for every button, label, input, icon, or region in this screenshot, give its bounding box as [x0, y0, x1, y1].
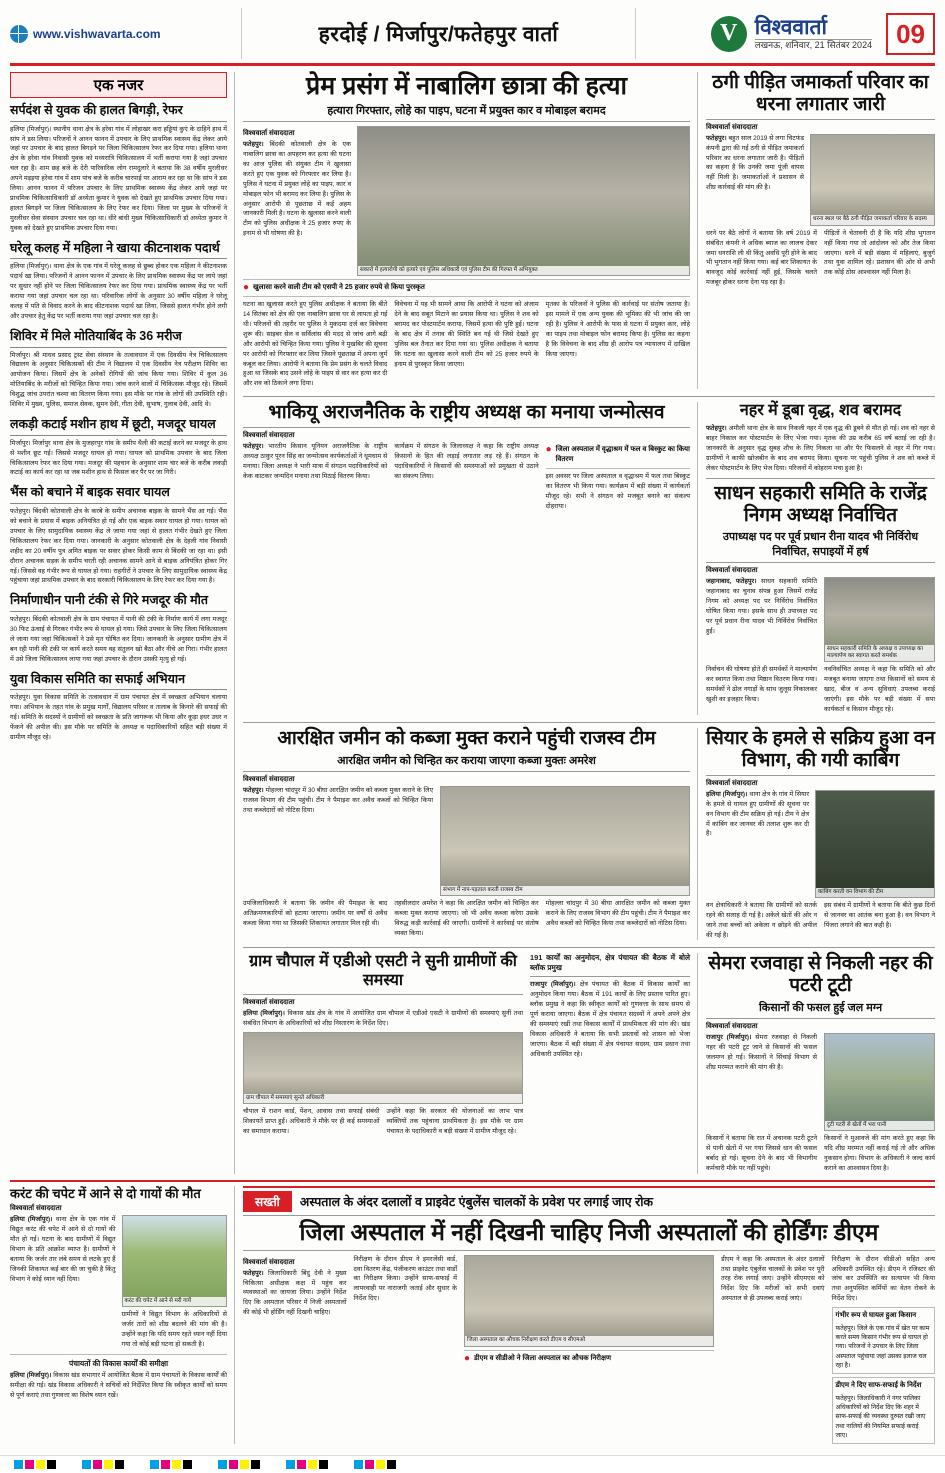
siyar-text-1: थाना क्षेत्र के गांव में सियार के हमले से घायल हुए ग्रामीणों की सूचना पर वन विभाग की टीम सक्रिय हो गई। टीम ने क्षेत्र में कांबिंग कर जानवर की तलाश शुरू कर दी है। — [706, 790, 809, 838]
cow-text-1: थाना क्षेत्र के एक गांव में विद्युत करंट की चपेट में आने से दो गायों की मौत हो गई। घटना के बाद ग्रामीणों में विद्युत विभाग के प्रति आक्रोश व्याप्त है। ग्रामीणों ने बताया कि जर्जर तार लंबे समय से लटके हुए हैं जिनकी शिकायत कई बार की जा चुकी है किंतु विभाग ने कोई ध्यान नहीं दिया। — [10, 1216, 116, 1283]
swatch-magenta — [297, 1460, 306, 1469]
sidebar-item-body: हलिया (मिर्जापुर)। थाना क्षेत्र के एक गांव में घरेलू कलह से छुब्ध होकर एक महिला ने कीटनाशक पदार्थ खा लिया। परिजनों ने आनन फानन में उपचार के लिए प्राथमिक स्वास्थ्य केंद्र पर लाये जहां पर सुधार नहीं होने पर जिला चिकित्सालय रेफर कर दिया गया। प्राथमिक स्वास्थ्य केंद्र पर भर्ती कराया गया जहां उपचार चल रहा था। परिवारिक लोगों के अनुसार 30 वर्षीय महिला ने घरेलू कलह में पति से विवाद करने के बाद कीटनाशक पदार्थ खा लिया, जिससे हालत गंभीर होने लगी और उपचार हेतु केंद्र पर भर्ती कराया गया जहां उपचार चल रहा है। — [10, 263, 227, 320]
swatch-magenta — [229, 1460, 238, 1469]
dharna-text-3: पीड़ितों ने चेतावनी दी है कि यदि शीघ्र भुगतान नहीं किया गया तो आंदोलन को और तेज किया जाएगा। धरने में बड़ी संख्या में महिलाएं, बुजुर्ग तथा युवा शामिल रहे। प्रशासन की ओर से अभी तक कोई ठोस आश्वासन नहीं मिला है। — [824, 229, 935, 277]
lead-photo-caption: सकारो में हत्यारोपी को हत्यारे एवं पुलिस अधिकारी एवं पुलिस टीम की गिरफ्त में अभियुक्त — [358, 266, 689, 275]
sidebar-item-title: लकड़ी कटाई मशीन हाथ में छूटी, मजदूर घायल — [10, 417, 227, 436]
chaupal-photo-caption: ग्राम चौपाल में समस्याएं सुनते अधिकारी — [244, 1094, 522, 1103]
bullet-icon: ● — [464, 1352, 471, 1364]
dm-text-1: जिलाधिकारी बिंदु देवी ने मुख्य चिकित्सा अधीक्षक कक्ष में पहुंच कर व्यवस्थाओं का जायजा लिया। उन्होंने निर्देश दिए कि अस्पताल परिसर में निजी अस्पतालों की कोई भी होर्डिंग नहीं दिखनी चाहिए। — [243, 1269, 347, 1317]
dm-text-2: निरीक्षण के दौरान डीएम ने इमरजेंसी वार्ड, दवा वितरण केंद्र, पंजीकरण काउंटर तथा वार्डों का निरीक्षण किया। उन्होंने साफ-सफाई में लापरवाही पर नाराजगी जताई और सुधार के निर्देश दिए। — [353, 1255, 457, 1303]
swatch-cyan — [82, 1460, 91, 1469]
rajaswa-dateline: फतेहपुर। — [243, 786, 264, 794]
samera-photo — [824, 1033, 935, 1131]
zone2-left — [243, 402, 698, 715]
samera-text-2: किसानों ने बताया कि रात में अचानक पटरी टूटने से पानी खेतों में भर गया जिससे धान की फसल बर्बाद हो गई। सूचना देने के बाद भी विभागीय कर्मचारी मौके पर नहीं पहुंचे। — [706, 1135, 817, 1172]
swatch-yellow — [240, 1460, 249, 1469]
sahkari-text-2: निर्वाचन की घोषणा होते ही समर्थकों ने माल्यार्पण कर स्वागत किया तथा मिष्ठान वितरण किया गया। समर्थकों ने ढोल नगाड़ों के साथ जुलूस निकालकर खुशी का इजहार किया। — [706, 666, 817, 704]
panchayat-note-text: क्षेत्र पंचायत की बैठक में विकास कार्यों का अनुमोदन किया गया। बैठक में 191 कार्यों के लिए प्रस्ताव पारित हुए। ब्लॉक प्रमुख ने कहा कि स्वीकृत कार्यों को गुणवत्ता के साथ समय से पूर्ण कराया जाएगा। बैठक में क्षेत्र पंचायत सदस्यों ने अपने अपने क्षेत्र की समस्याएं रखीं तथा विकास कार्यों में प्राथमिकता की मांग की। खंड विकास अधिकारी ने बताया कि सभी प्रस्तावों को शासन को भेजा जाएगा। बैठक में बड़ी संख्या में क्षेत्र पंचायत सदस्य, ग्राम प्रधान तथा अधिकारी उपस्थित रहे। — [530, 981, 690, 1058]
swatch-cyan — [150, 1460, 159, 1469]
dm-dateline: फतेहपुर। — [243, 1269, 264, 1277]
rajaswa-photo — [440, 786, 690, 896]
swatch-yellow — [308, 1460, 317, 1469]
swatch-group-5 — [286, 1460, 328, 1469]
sidebar-item-5[interactable] — [10, 593, 227, 664]
sidebar-item-body: हलिया (मिर्जापुर)। स्थानीय थाना क्षेत्र के हरेवा गांव में लोहाखर करा हड्डियां कुएं के दाहिने हाथ में सांप ने डस लिया। परिजनों ने आनन फानन में उपचार के लिए प्राथमिक स्वास्थ्य केंद्र लेकर आये जहां पर उपचार के बाद हालत बिगड़ने पर जिला चिकित्सालय रेफर कर दिया गया। हलिया थाना क्षेत्र के हरेवा गांव निवासी युवक को मध्यरात्रि चिकित्सालय में भर्ती कराया गया है जहां उपचार चल रहा है। शाम छह बजे के देरी पारिवारिक लोग रामदुलारे ने बताया कि 38 वर्षीय मुरलीधर अपने मड़इया हरेवा गांव में शाम पांच बजे के करीब चारपाई पर आराम कर रहा था कि सांप ने डस लिया। आनन फानन में परिजन उपचार के लिए प्राथमिक स्वास्थ्य केंद्र लेकर आये जहां पर प्राथमिक चिकित्साधिकारी डॉ अध्येता कुमार ने युवक को देखते हुए प्राथमिक उपचार दिया गया। हालत बिगड़ने पर जिला चिकित्सालय के लिए रेफर कर दिया। जिला पर मुख्य के परिजनों ने मुरलीधर सेवा संस्थान उपचार चल रहा था। धीरे बांधी मुख्य चिकित्साधिकारी डॉ अध्येता कुमार ने युवक को देखते हुए प्राथमिक उपचार दिया गया। — [10, 125, 227, 232]
panchayat-note-dateline: राजापुर (मिर्जापुर)। — [530, 981, 576, 989]
swatch-cyan — [14, 1460, 23, 1469]
swatch-group-4 — [218, 1460, 260, 1469]
siyar-photo-caption: कांबिंग करती वन विभाग की टीम — [816, 888, 934, 897]
dm-note-2-text: फतेहपुर। जिलाधिकारी ने नगर पालिका अधिकारियों को निर्देश दिए कि शहर में साफ-सफाई की व्यवस्था दुरुस्त रखी जाए तथा नालियों की नियमित सफाई कराई जाए। — [835, 1394, 926, 1439]
dharna-text-2: धरने पर बैठे लोगों ने बताया कि वर्ष 2019 में संबंधित कंपनी ने अधिक ब्याज का लालच देकर जमा धनराशि ली थी किंतु अवधि पूरी होने के बाद भी भुगतान नहीं किया गया। कई बार शिकायत के बावजूद कोई कार्रवाई नहीं हुई, जिसके चलते मजबूर होकर धरना देना पड़ रहा है। — [706, 229, 817, 287]
logo-mark-icon: V — [711, 16, 747, 52]
swatch-group-1 — [14, 1460, 56, 1469]
lead-photo — [357, 126, 690, 276]
dharna-byline: विश्ववार्ता संवाददाता — [706, 123, 758, 131]
article-lead[interactable] — [243, 72, 698, 389]
sidebar-item-body: मिर्जापुर। मिर्जापुर थाना क्षेत्र के मुजहरपुर गांव के समीप थैली की कटाई करने का मजदूर के हाथ से मशीन छूट गई। जिससे मजदूर घायल हो गया। घायल को प्राथमिक उपचार के बाद जिला चिकित्सालय रेफर कर दिया गया। मजदूर की पहचान के अनुसार शाम चार बजे के करीब लकड़ी कटाई का कार्य कर रहा था जब मशीन हाथ से फिसल कर पैर पर जा गिरी। — [10, 439, 227, 477]
cow-byline: विश्ववार्ता संवाददाता — [10, 1205, 62, 1213]
swatch-yellow — [36, 1460, 45, 1469]
rajaswa-photo-caption: संभाग में नाप-पड़ताल करती राजस्व टीम — [441, 886, 689, 895]
bhakiyu-byline: विश्ववार्ता संवाददाता — [243, 427, 690, 440]
cow-photo — [122, 1215, 228, 1307]
swatch-yellow — [104, 1460, 113, 1469]
article-bhakiyu[interactable] — [243, 402, 690, 511]
sidebar-item-title: शिविर में मिले मोतियाबिंद के 36 मरीज — [10, 329, 227, 348]
article-rajaswa[interactable] — [243, 728, 698, 940]
swatch-magenta — [25, 1460, 34, 1469]
lead-headline: प्रेम प्रसंग में नाबालिग छात्रा की हत्या — [305, 72, 628, 100]
rajaswa-byline: विश्ववार्ता संवाददाता — [243, 775, 295, 783]
samera-text-3: किसानों ने मुआवजे की मांग करते हुए कहा कि यदि शीघ्र मरम्मत नहीं कराई गई तो और अधिक नुकसान होगा। विभाग के अधिकारी ने जल्द कार्य कराने का आश्वासन दिया है। — [824, 1135, 935, 1172]
sidebar-item-4[interactable] — [10, 485, 227, 586]
siyar-text-2: वन क्षेत्राधिकारी ने बताया कि ग्रामीणों को सतर्क रहने की सलाह दी गई है। अकेले खेतों की ओर न जाने तथा बच्चों को अकेला न छोड़ने की अपील की गई है। — [706, 901, 817, 939]
swatch-black — [47, 1460, 56, 1469]
bhakiyu-text-1: भारतीय किसान यूनियन अराजनैतिक के राष्ट्रीय अध्यक्ष ठाकुर पूरन सिंह का जन्मोत्सव कार्यकर्ताओं ने धूमधाम से मनाया। जिला अध्यक्ष ने भारी मात्रा में संगठन पदाधिकारियों को केक काटकर जन्मदिन मनाया तथा मिठाई वितरण किया। — [243, 443, 388, 480]
sidebar-header: एक नजर — [10, 72, 227, 98]
dharna-photo — [810, 134, 935, 226]
swatch-magenta — [365, 1460, 374, 1469]
canal-text: अमौली थाना क्षेत्र के साथ निकली नहर में एक वृद्ध की डूबने से मौत हो गई। शव को नहर से बाहर निकाल कर पोस्टमार्टम के लिए भेजा गया। मृतक की उम्र करीब 65 वर्ष बताई जा रही है। जानकारी के अनुसार वृद्ध सुबह शौच के लिए निकला था और पैर फिसलने से नहर में गिर गया। ग्रामीणों ने काफी खोजबीन के बाद शव बरामद किया। सूचना पर पहुंची पुलिस ने शव को कब्जे में लेकर पोस्टमार्टम के लिए भेज दिया। परिजनों में कोहराम मचा हुआ है। — [706, 425, 935, 472]
lead-subhead: हत्यारा गिरफ्तार, लोहे का पाइप, घटना में प्रयुक्त कार व मोबाइल बरामद — [243, 103, 690, 122]
siyar-headline: सियार के हमले से सक्रिय हुआ वन विभाग, की गयी काबिंग — [706, 728, 935, 776]
bhakiyu-headline: भाकियू अराजनैतिक के राष्ट्रीय अध्यक्ष का मनाया जन्मोत्सव — [268, 402, 665, 424]
edition-date: लखनऊ, शनिवार, 21 सितंबर 2024 — [754, 40, 873, 51]
bhakiyu-text-2: कार्यक्रम में संगठन के जिलाध्यक्ष ने कहा कि राष्ट्रीय अध्यक्ष किसानों के हित की लड़ाई लगातार लड़ रहे हैं। संगठन के पदाधिकारियों ने किसानों की समस्याओं को प्रमुखता से उठाने का संकल्प लिया। — [394, 443, 539, 480]
samera-text-1: सेमरा रजवाहा से निकली नहर की पटरी टूट जाने से किसानों की फसल जलमग्न हो गई। किसानों ने सिंचाई विभाग से शीघ्र मरम्मत कराने की मांग की है। — [706, 1034, 818, 1071]
samera-headline: सेमरा रजवाहा से निकली नहर की पटरी टूटी — [708, 953, 933, 997]
dm-note-1[interactable] — [832, 1307, 936, 1374]
sidebar-item-2[interactable] — [10, 329, 227, 410]
panchayat-dev-headline: पंचायतों की विकास कार्यों की समीक्षा — [10, 1354, 227, 1370]
swatch-cyan — [354, 1460, 363, 1469]
dm-photo — [464, 1255, 714, 1347]
siyar-text-3: इस संबंध में ग्रामीणों ने बताया कि बीते कुछ दिनों से जानवर का आतंक बना हुआ है। वन विभाग ने पिंजरा लगाने की बात कही है। — [824, 901, 935, 929]
dm-note-2-title: डीएम ने दिए साफ-सफाई के निर्देश — [835, 1382, 922, 1390]
sidebar-item-1[interactable] — [10, 241, 227, 322]
swatch-black — [387, 1460, 396, 1469]
swatch-black — [251, 1460, 260, 1469]
swatch-black — [319, 1460, 328, 1469]
dm-bullet-text: डीएम व सीडीओ ने जिला अस्पताल का औचक निरीक्षण — [474, 1354, 612, 1362]
sidebar-item-body: फतेहपुर। बिंदकी कोतवाली क्षेत्र के ग्राम पंचायत में पानी की टंकी के निर्माण कार्य में लगा मजदूर 30 फिट ऊंचाई से गिरकर गंभीर रूप से घायल हो गया। जिसे उपचार के लिए जिला चिकित्सालय ले जाया गया जहां चिकित्सकों ने उसे मृत घोषित कर दिया। जानकारी के अनुसार ग्रामीण क्षेत्र में बन रही पानी की टंकी पर कार्य करते समय वह संतुलन खो बैठा और नीचे आ गिरा। गंभीर हालत में उसे जिला चिकित्सालय लाया गया जहां उपचार के दौरान उसकी मृत्यु हो गई। — [10, 616, 227, 663]
chaupal-dateline: हलिया (मिर्जापुर)। — [243, 1010, 285, 1018]
dm-headline: जिला अस्पताल में नहीं दिखनी चाहिए निजी अस्पतालों की होर्डिंगः डीएम — [299, 1218, 879, 1245]
bullet-icon: ● — [243, 282, 250, 293]
lead-text-1: बिंदकी कोतवाली क्षेत्र के एक नाबालिग छात्रा का अपहरण कर हत्या की घटना का आज पुलिस की संयुक्त टीम ने खुलासा करते हुए एक युवक को गिरफ्तार कर लिया है। पुलिस ने घटना में प्रयुक्त लोहे का पाइप, कार व मोबाइल फोन भी बरामद कर लिया है। पुलिस के अनुसार आरोपी से पूछताछ में कई अहम जानकारी मिली है। घटना के खुलासा करने वाली टीम को पुलिस अधीक्षक ने 25 हजार रुपए के इनाम से भी घोषणा की है। — [243, 141, 351, 238]
chaupal-text-1: विकास खंड क्षेत्र के गांव में आयोजित ग्राम चौपाल में एडीओ एसटी ने ग्रामीणों की समस्याएं सुनीं तथा संबंधित विभाग के अधिकारियों को शीघ्र निस्तारण के निर्देश दिए। — [243, 1010, 523, 1028]
article-panchayat-note[interactable] — [530, 953, 690, 1136]
article-dharna[interactable] — [706, 72, 935, 389]
panchayat-dev-text: विकास खंड सभागार में आयोजित बैठक में ग्राम पंचायतों के विकास कार्यों की समीक्षा की गई। खंड विकास अधिकारी ने सचिवों को निर्देशित किया कि स्वीकृत कार्यों को समय से पूर्ण कराएं तथा गुणवत्ता का विशेष ध्यान रखें। — [10, 1372, 228, 1400]
bhakiyu-note-text: जिला अस्पताल में वृद्धाश्रम में फल व बिस्कुट का किया वितरण — [555, 446, 690, 463]
swatch-magenta — [161, 1460, 170, 1469]
sidebar-item-body: फतेहपुर। युवा विकास समिति के तत्वावधान में ग्राम पंचायत क्षेत्र में स्वच्छता अभियान चलाया गया। अभियान के तहत गांव के प्रमुख मार्गों, विद्यालय परिसर व तालाब के किनारे की सफाई की गई। समिति के सदस्यों ने ग्रामीणों को स्वच्छता के प्रति जागरूक भी किया और कूड़ा इधर उधर न फेंकने की अपील की। इस मौके पर समिति के अध्यक्ष व पदाधिकारियों सहित बड़ी संख्या में ग्रामीण मौजूद रहे। — [10, 694, 227, 741]
dm-note-2[interactable] — [832, 1377, 936, 1444]
zone2-right — [706, 402, 935, 715]
article-samera[interactable] — [706, 953, 935, 1173]
swatch-group-3 — [150, 1460, 192, 1469]
chaupal-photo — [243, 1032, 523, 1104]
lead-text-4: मृतका के परिजनों ने पुलिस की कार्रवाई पर संतोष जताया है। इस मामले में एक अन्य युवक की भूमिका की भी जांच की जा रही है। पुलिस ने आरोपी के पास से घटना में प्रयुक्त कार, लोहे का पाइप तथा मोबाइल फोन बरामद किया है। पुलिस का कहना है कि विवेचना के बाद शीघ्र ही आरोप पत्र न्यायालय में दाखिल किया जाएगा। — [545, 301, 690, 358]
cow-headline: करंट की चपेट में आने से दो गायों की मौत — [10, 1185, 201, 1201]
print-color-bar — [0, 1455, 945, 1473]
dm-bullet-note — [464, 1350, 714, 1367]
rajaswa-text-2: उपजिलाधिकारी ने बताया कि जमीन की पैमाइश के बाद अतिक्रमणकारियों को हटाया जाएगा। जमीन पर वर्षों से अवैध कब्जा किया गया था जिसकी शिकायत लगातार मिल रही थी। — [243, 899, 388, 927]
article-canal-body[interactable] — [706, 402, 935, 478]
sahkari-byline: विश्ववार्ता संवाददाता — [706, 567, 758, 575]
sahkari-photo-caption: साधन सहकारी समिति के अध्यक्ष व उपाध्यक्ष का माल्यार्पण कर स्वागत करते समर्थक — [825, 645, 934, 662]
samera-dateline: राजापुर (मिर्जापुर)। — [706, 1034, 752, 1042]
samera-subhead: किसानों की फसल हुई जल मग्न — [706, 1000, 935, 1019]
sidebar-item-body: मिर्जापुर। श्री माधव प्रसाद ट्रस्ट सेवा संस्थान के तत्वावधान में एक दिवसीय नेत्र चिकित्सालय विद्यालय के अनुसार चिकित्सकों की टीम ने विद्यालय में एक दिवसीय नेत्र परीक्षण शिविर का आयोजन किया। जिसमें क्षेत्र के अनेकों रोगियों की जांच किया गया। शिविर में कुल 36 मोतियाबिंद के मरीजों को चिन्हित किया गया। जांच करने वालों में चिकित्सक मौजूद रहे। जिसमें विशुद्ध जांच उपरांत चश्मा का वितरण किया गया। इस मौके पर गांव के लोगों की उपस्थिति रही। शिविर में मुख्य, पुलिस, समाज सेवक, सुमन देवी, गीता देवी, सुभाष, गुलाब देवी, आदि थे। — [10, 351, 227, 409]
dm-text-3: डीएम ने कहा कि अस्पताल के अंदर दलालों तथा प्राइवेट एंबुलेंस चालकों के प्रवेश पर पूरी तरह रोक लगाई जाए। उन्होंने सीएमएस को निर्देश दिए कि मरीजों को सभी दवाएं अस्पताल से ही उपलब्ध कराई जाएं। — [721, 1255, 825, 1303]
panchayat-note-headline: 191 कार्यों का अनुमोदन, क्षेत्र पंचायत की बैठक में बोले ब्लॉक प्रमुख — [530, 953, 690, 977]
sidebar-item-3[interactable] — [10, 417, 227, 478]
swatch-cyan — [218, 1460, 227, 1469]
page-number: 09 — [886, 13, 935, 55]
chaupal-text-2: चौपाल में राशन कार्ड, पेंशन, आवास तथा सफाई संबंधी शिकायतें प्राप्त हुईं। अधिकारी ने मौके पर ही कई समस्याओं का समाधान कराया। — [243, 1108, 380, 1135]
sidebar-item-title: निर्माणाधीन पानी टंकी से गिरे मजदूर की मौत — [10, 593, 227, 612]
lead-pullquote-text: खुलासा करने वाली टीम को एसपी ने 25 हजार रुपये से किया पुरस्कृत — [253, 284, 425, 291]
rajaswa-text-3: तहसीलदार अमरेश ने कहा कि आरक्षित जमीन को चिन्हित कर कब्जा मुक्त कराया जाएगा। जो भी अवैध कब्जा करेगा उसके विरुद्ध कड़ी कार्रवाई की जाएगी। ग्रामीणों ने कार्रवाई पर संतोष व्यक्त किया। — [394, 899, 539, 937]
siyar-photo — [815, 790, 935, 898]
lead-text-3: विवेचना में यह भी सामने आया कि आरोपी ने घटना को अंजाम देने के बाद सबूत मिटाने का प्रयास किया था। पुलिस ने शव को बरामद कर पोस्टमार्टम कराया, जिसमें हत्या की पुष्टि हुई। घटना के बाद क्षेत्र में तनाव की स्थिति बन गई थी जिसे देखते हुए पुलिस बल तैनात कर दिया गया था। पुलिस अधीक्षक ने बताया कि घटना का खुलासा करने वाली टीम को 25 हजार रुपये के इनाम से पुरस्कृत किया जाएगा। — [394, 301, 539, 368]
cow-text-2: ग्रामीणों ने विद्युत विभाग के अधिकारियों से जर्जर तारों को शीघ्र बदलने की मांग की है। उन्होंने कहा कि यदि समय रहते ध्यान नहीं दिया गया तो कोई बड़ी घटना हो सकती है। — [121, 1311, 227, 1348]
rajaswa-subhead: आरक्षित जमीन को चिन्हित कर कराया जाएगा कब्जा मुक्तः अमरेश — [243, 753, 690, 772]
dm-note-1-text: फतेहपुर। जिले के एक गांव में खेत पर काम करते समय किसान गंभीर रूप से घायल हो गया। परिजनों ने उपचार के लिए जिला अस्पताल पहुंचाया जहां उसका इलाज चल रहा है। — [835, 1324, 930, 1369]
bhakiyu-note — [546, 445, 690, 469]
lead-byline: विश्ववार्ता संवाददाता — [243, 130, 295, 137]
swatch-yellow — [376, 1460, 385, 1469]
article-siyar[interactable] — [706, 728, 935, 940]
dharna-photo-caption: धरना स्थल पर बैठे ठगी पीड़ित जमाकर्ता परिवार के सदस्य — [811, 215, 934, 224]
lead-pullquote — [243, 279, 690, 297]
chaupal-headline: ग्राम चौपाल में एडीओ एसटी ने सुनी ग्रामीणों की समस्या — [243, 953, 523, 995]
sidebar-ek-nazar — [10, 72, 235, 1174]
canal-dateline: फतेहपुर। — [706, 425, 727, 433]
article-sahkari[interactable] — [706, 483, 935, 715]
sahkari-dateline: जहानाबाद, फतेहपुर। — [706, 578, 757, 586]
bhakiyu-text-3: इस अवसर पर जिला अस्पताल व वृद्धाश्रम में फल तथा बिस्कुट का वितरण भी किया गया। कार्यक्रम में बड़ी संख्या में कार्यकर्ता मौजूद रहे। सभी ने संगठन को मजबूत बनाने का संकल्प दोहराया। — [545, 472, 690, 510]
sidebar-item-body: फतेहपुर। बिंदकी कोतवाली क्षेत्र के करबे के समीप अचानक बाइक के सामने भैंस आ गई। भैंस को बचाने के प्रयास में बाइक अनियंत्रित हो गई और एक बाइक सवार घायल हो गया। घायल को उपचार के लिए सामुदायिक स्वास्थ्य केंद्र ले जाया गया जहां से हालत गंभीर देखते हुए जिला चिकित्सालय रेफर कर दिया गया। जानकारी के अनुसार कोतवाली क्षेत्र के देहली गांव निवासी शहीद का 20 वर्षीय पुत्र अमित बाइक पर सवार होकर किसी काम से बिंदकी जा रहा था। इसी दौरान अचानक सड़क के समीप चरती रही अचानक सामने आने से बाइक अनियंत्रित होकर गिर गई। जिससे वह गंभीर रूप से घायल हो गया। राहगीरों ने उपचार के लिए सामुदायिक स्वास्थ्य केंद्र पहुंचाया जहां प्राथमिक उपचार के बाद सरकारी चिकित्सालय के लिए रेफर कर दिया गया है। — [10, 508, 227, 585]
sahkari-photo — [824, 577, 935, 662]
chaupal-text-3: उन्होंने कहा कि सरकार की योजनाओं का लाभ पात्र व्यक्तियों तक पहुंचाना प्राथमिकता है। इस मौके पर ग्राम पंचायत के पदाधिकारी व बड़ी संख्या में ग्रामीण मौजूद रहे। — [386, 1108, 523, 1135]
dm-photo-caption: जिला अस्पताल का औचक निरीक्षण करते डीएम व सीएमओ — [465, 1336, 713, 1345]
logo-title: विश्ववार्ता — [754, 16, 827, 39]
article-bottom-banner[interactable] — [243, 1186, 935, 1444]
siyar-dateline: हलिया (मिर्जापुर)। — [706, 790, 748, 798]
sidebar-item-title: सर्पदंश से युवक की हालत बिगड़ी, रेफर — [10, 103, 227, 122]
swatch-black — [183, 1460, 192, 1469]
sidebar-item-title: भैंस को बचाने में बाइक सवार घायल — [10, 485, 227, 504]
siyar-byline: विश्ववार्ता संवाददाता — [706, 779, 758, 787]
lead-dateline: फतेहपुर। — [243, 141, 264, 148]
rajaswa-text-3b: मोहल्ला चांदपुर में 30 बीघा आरक्षित जमीन को कब्जा मुक्त कराने के लिए राजस्व विभाग की टीम पहुंची। टीम ने पैमाइश कर अवैध कब्जों को चिन्हित किया तथा कब्जेदारों को नोटिस दिया। — [545, 899, 690, 927]
rajaswa-headline: आरक्षित जमीन को कब्जा मुक्त कराने पहुंची राजस्व टीम — [277, 728, 656, 750]
sahkari-subhead: उपाध्यक्ष पद पर पूर्व प्रधान रीना यादव भी निर्विरोध निर्वाचित, सपाइयों में हर्ष — [706, 529, 935, 563]
swatch-group-2 — [82, 1460, 124, 1469]
sidebar-item-6[interactable] — [10, 672, 227, 743]
article-chaupal[interactable] — [243, 953, 523, 1136]
main-content — [243, 72, 935, 1174]
rajaswa-text-1: मोहल्ला चांदपुर में 30 बीघा आरक्षित जमीन को कब्जा मुक्त कराने के लिए राजस्व विभाग की टीम पहुंची। टीम ने पैमाइश कर अवैध कब्जों को चिन्हित किया तथा कब्जेदारों को नोटिस दिया। — [243, 786, 434, 814]
zone4-left — [243, 953, 698, 1173]
sakhti-banner — [243, 1186, 935, 1216]
bhakiyu-dateline: फतेहपुर। — [243, 443, 264, 451]
samera-byline: विश्ववार्ता संवाददाता — [706, 1023, 758, 1031]
dm-text-4: निरीक्षण के दौरान सीडीओ सहित अन्य अधिकारी उपस्थित रहे। डीएम ने रजिस्टर की जांच कर उपस्थिति का सत्यापन भी किया तथा अनुपस्थित कर्मियों का वेतन रोकने के निर्देश दिए। — [831, 1255, 935, 1303]
bullet-icon: ● — [545, 444, 552, 456]
website-url: www.vishwavarta.com — [33, 26, 161, 41]
dm-note-1-title: गंभीर रूप से घायल हुआ किसान — [835, 1312, 917, 1320]
swatch-cyan — [286, 1460, 295, 1469]
lead-text-2: घटना का खुलासा करते हुए पुलिस अधीक्षक ने बताया कि बीते 14 सितंबर को क्षेत्र की एक नाबालिग छात्रा घर से लापता हो गई थी। परिजनों की तहरीर पर पुलिस ने मुकदमा दर्ज कर विवेचना शुरू की। साइबर सेल व सर्विलांस की मदद से जांच आगे बढ़ी और आरोपी को चिन्हित किया गया। पुलिस ने मुखबिर की सूचना पर आरोपी को गिरफ्तार कर लिया जिसने पूछताछ में अपना जुर्म कबूल कर लिया। आरोपी ने बताया कि प्रेम प्रसंग के चलते विवाद हुआ था जिसके बाद उसने लोहे के पाइप से वार कर हत्या कर दी और शव को ठिकाने लगा दिया। — [243, 301, 388, 388]
logo-block — [635, 8, 935, 59]
sahkari-text-1: साधन सहकारी समिति जहानाबाद का चुनाव संपन्न हुआ जिसमें राजेंद्र निगम को अध्यक्ष पद पर निर्विरोध निर्वाचित घोषित किया गया। इसके साथ ही उपाध्यक्ष पद पर पूर्व प्रधान रीना यादव भी निर्विरोध निर्वाचित हुईं। — [706, 578, 817, 636]
cow-photo-caption: करंट की चपेट में आने से मरी गायें — [123, 1297, 227, 1306]
dm-byline: विश्ववार्ता संवाददाता — [243, 1258, 295, 1266]
globe-icon — [10, 25, 28, 43]
section-title: हरदोई / मिर्जापुर/फतेहपुर वार्ता — [318, 22, 559, 46]
swatch-group-6 — [354, 1460, 396, 1469]
sakhti-text: अस्पताल के अंदर दलालों व प्राइवेट एंबुलेंस चालकों के प्रवेश पर लगाई जाए रोक — [299, 1194, 654, 1209]
chaupal-byline: विश्ववार्ता संवाददाता — [243, 999, 295, 1007]
article-cow[interactable] — [10, 1186, 235, 1444]
sakhti-label: सख्ती — [243, 1191, 292, 1212]
sidebar-item-title: घरेलू कलह में महिला ने खाया कीटनाशक पदार्थ — [10, 241, 227, 260]
dharna-headline: ठगी पीड़ित जमाकर्ता परिवार का धरना लगातार जारी — [706, 72, 935, 120]
website-url-block[interactable] — [10, 8, 242, 59]
swatch-yellow — [172, 1460, 181, 1469]
sahkari-text-3: नवनिर्वाचित अध्यक्ष ने कहा कि समिति को और मजबूत बनाया जाएगा तथा किसानों को समय से खाद, बीज व अन्य सुविधाएं उपलब्ध कराई जाएंगी। इस मौके पर बड़ी संख्या में सपा कार्यकर्ता व किसान मौजूद रहे। — [824, 666, 935, 714]
panchayat-dev-dateline: हलिया (मिर्जापुर)। — [10, 1372, 52, 1380]
canal-headline: नहर में डूबा वृद्ध, शव बरामद — [739, 402, 902, 420]
sidebar-item-title: युवा विकास समिति का सफाई अभियान — [10, 672, 227, 691]
dharna-dateline: फतेहपुर। — [706, 134, 727, 142]
sidebar-item-0[interactable] — [10, 103, 227, 234]
dharna-text-1: बहुत साल 2019 से लगा चिटफंड कंपनी द्वारा की गई ठगी से पीड़ित जमाकर्ता परिवार का धरना लगातार जारी है। पीड़ितों का कहना है कि उनकी जमा पूंजी वापस नहीं मिली है। जमाकर्ताओं ने प्रशासन से शीघ्र कार्रवाई की मांग की है। — [706, 134, 804, 192]
masthead — [10, 8, 935, 66]
swatch-black — [115, 1460, 124, 1469]
cow-dateline: हलिया (मिर्जापुर)। — [10, 1216, 53, 1224]
samera-photo-caption: टूटी पटरी से खेतों में भरा पानी — [825, 1121, 934, 1130]
swatch-magenta — [93, 1460, 102, 1469]
sahkari-headline: साधन सहकारी समिति के राजेंद्र निगम अध्यक्ष निर्वाचित — [714, 482, 927, 526]
